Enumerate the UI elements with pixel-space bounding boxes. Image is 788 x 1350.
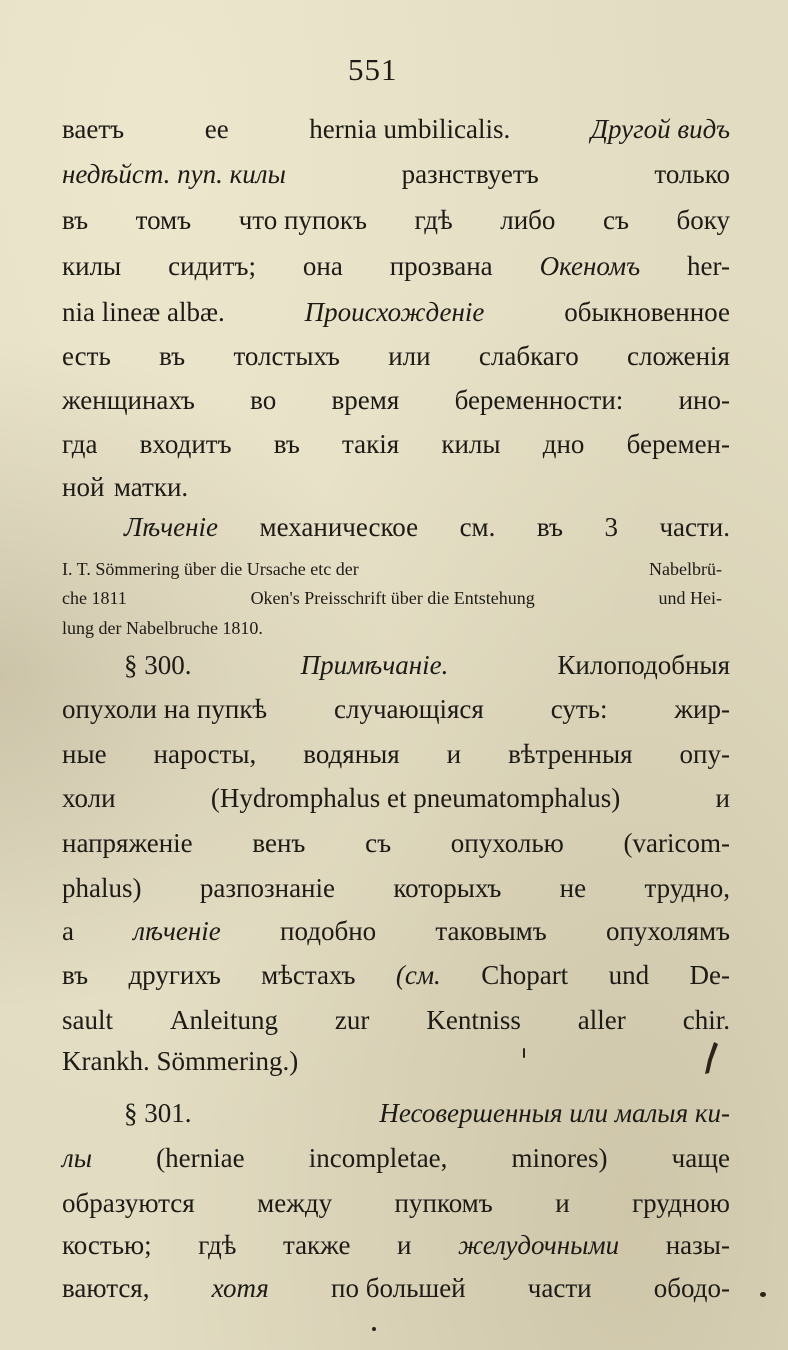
text-run: (см. [395, 960, 441, 990]
text-run: sault [62, 1005, 113, 1035]
text-line [62, 1096, 730, 1130]
text-run: женщинахъ [62, 385, 195, 415]
text-run: въ [159, 341, 186, 371]
text-run: lung der Nabelbruche 1810. [62, 618, 263, 638]
text-run: см. [459, 512, 496, 542]
text-run: che 1811 [62, 588, 127, 608]
text-run: опухолью [450, 828, 564, 858]
text-run: недѣйст. пуп. килы [62, 159, 286, 189]
text-line [62, 958, 730, 992]
text-run: aller [577, 1005, 626, 1035]
text-run: время [331, 385, 400, 415]
text-run: Океномъ [539, 251, 641, 281]
text-run: мѣстахъ [261, 960, 356, 990]
text-run: дно [542, 429, 585, 459]
text-run: есть [62, 341, 111, 371]
text-run: Лѣченіе [124, 512, 219, 542]
text-line [62, 648, 730, 682]
text-run: опу- [679, 739, 730, 769]
text-run: und Hei- [658, 588, 722, 608]
text-run: въ [62, 205, 89, 235]
text-run: съ [602, 205, 629, 235]
text-run: Несовершенныя или малыя ки- [379, 1098, 730, 1128]
text-run: nia lineæ albæ. [62, 297, 225, 327]
text-run: Происхожденіе [304, 297, 485, 327]
text-run: килы [62, 251, 122, 281]
text-run: толстыхъ [233, 341, 340, 371]
text-run: опухолямъ [605, 916, 730, 946]
footnote-line [62, 586, 722, 610]
text-run: грудною [632, 1188, 730, 1218]
text-run: сложенія [627, 341, 730, 371]
text-run: или [388, 341, 431, 371]
text-run: chir. [682, 1005, 730, 1035]
text-run: Anleitung [169, 1005, 278, 1035]
text-run: Kentniss [426, 1005, 521, 1035]
text-line [62, 871, 730, 905]
text-run: она [302, 251, 343, 281]
text-run: minores) [511, 1143, 608, 1173]
page-number: 551 [348, 52, 398, 87]
text-run: въ [536, 512, 563, 542]
text-run: водяныя [303, 739, 400, 769]
text-run: (varicom- [623, 828, 730, 858]
speck [760, 1292, 766, 1297]
text-run: § 300. [124, 650, 192, 680]
text-run: въ [273, 429, 300, 459]
text-line [62, 249, 730, 283]
speck [372, 1327, 376, 1331]
text-run: между [257, 1188, 333, 1218]
text-run: разпознаніе [199, 873, 335, 903]
text-run: hernia umbilicalis. [309, 114, 511, 144]
text-run: incompletae, [308, 1143, 448, 1173]
text-line [62, 692, 730, 726]
text-line [62, 427, 730, 461]
text-line [62, 826, 730, 860]
text-run: по большей [331, 1273, 466, 1303]
ink-mark [700, 1040, 720, 1076]
text-run: образуются [62, 1188, 195, 1218]
text-run: phalus) [62, 873, 142, 903]
text-run: таковымъ [435, 916, 547, 946]
text-run: что пупокъ [238, 205, 367, 235]
text-run: холи [62, 783, 116, 813]
text-run: которыхъ [393, 873, 502, 903]
text-run: беременности: [454, 385, 624, 415]
text-run: ее [204, 114, 229, 144]
text-run: части [527, 1273, 592, 1303]
text-run: наросты, [153, 739, 257, 769]
text-run: ные [62, 739, 107, 769]
text-line [62, 383, 730, 417]
text-run: томъ [135, 205, 192, 235]
text-run: не [559, 873, 587, 903]
text-run: лы [62, 1143, 93, 1173]
text-run: напряженіе [62, 828, 193, 858]
text-run: сидитъ; [168, 251, 256, 281]
text-line [62, 339, 730, 373]
text-run: назы- [665, 1230, 730, 1260]
text-run: ободо- [653, 1273, 730, 1303]
text-run: пупкомъ [394, 1188, 493, 1218]
text-run: ино- [678, 385, 730, 415]
text-run: обыкновенное [564, 297, 730, 327]
text-run: съ [365, 828, 392, 858]
text-line [62, 737, 730, 771]
text-line [62, 1186, 730, 1220]
text-run: во [250, 385, 277, 415]
text-run: а [62, 916, 74, 946]
text-run: слабкаго [478, 341, 579, 371]
speck [523, 1048, 525, 1058]
text-run: § 301. [124, 1098, 192, 1128]
text-line [62, 112, 730, 146]
text-line [62, 1003, 730, 1037]
text-line [62, 157, 730, 191]
text-run: I. T. Sömmering über die Ursache etc der [62, 559, 359, 579]
text-run: Примѣчаніе. [300, 650, 449, 680]
text-run: матки. [113, 472, 189, 502]
text-run: ваетъ [62, 114, 125, 144]
text-run: костью; [62, 1230, 152, 1260]
text-run: либо [500, 205, 556, 235]
text-run: только [654, 159, 730, 189]
text-run: также [282, 1230, 351, 1260]
text-run: ваются, [62, 1273, 150, 1303]
text-run: De- [689, 960, 730, 990]
text-run: въ [62, 960, 89, 990]
text-run: прозвана [389, 251, 493, 281]
text-run: венъ [252, 828, 306, 858]
text-run: (Hydromphalus et pneumatomphalus) [210, 783, 621, 813]
text-run: беремен- [626, 429, 730, 459]
text-run: боку [676, 205, 730, 235]
text-run: суть: [550, 694, 608, 724]
text-run: и [446, 739, 462, 769]
text-run: части. [659, 512, 730, 542]
text-run: Килоподобныя [557, 650, 730, 680]
text-line [62, 781, 730, 815]
text-run: другихъ [128, 960, 221, 990]
text-run: (herniae [156, 1143, 245, 1173]
text-run: вѣтренныя [508, 739, 633, 769]
text-run: такія [342, 429, 400, 459]
text-line [62, 203, 730, 237]
text-run: Krankh. Sömmering.) [62, 1046, 299, 1076]
text-run: килы [441, 429, 501, 459]
text-run: zur [334, 1005, 370, 1035]
text-line [62, 1271, 730, 1305]
text-line [62, 1141, 730, 1175]
text-run: гдѣ [198, 1230, 237, 1260]
text-line [62, 1228, 730, 1262]
text-run: входитъ [139, 429, 232, 459]
text-line [62, 914, 730, 948]
text-run: хотя [211, 1273, 269, 1303]
text-run: трудно, [644, 873, 730, 903]
text-run: жир- [674, 694, 730, 724]
text-run: желудочными [458, 1230, 620, 1260]
text-run: подобно [280, 916, 377, 946]
footnote-line [62, 616, 722, 640]
footnote-line [62, 557, 722, 581]
text-run: случающіяся [334, 694, 484, 724]
text-line [62, 1044, 730, 1078]
text-run: механическое [259, 512, 419, 542]
text-run: гда [62, 429, 98, 459]
text-run: Другой видъ [590, 114, 730, 144]
text-line [62, 295, 730, 329]
text-run: ной [62, 472, 105, 502]
text-run: разнствуетъ [401, 159, 539, 189]
text-run: и [397, 1230, 412, 1260]
treatment-line [62, 510, 730, 544]
text-run: her- [687, 251, 730, 281]
text-run: Chopart [481, 960, 569, 990]
text-run: и [715, 783, 730, 813]
text-run: 3 [604, 512, 618, 542]
text-run: Nabelbrü- [649, 559, 722, 579]
text-run: Oken's Preisschrift über die Entstehung [250, 588, 535, 608]
text-run: опухоли на пупкѣ [62, 694, 268, 724]
text-run: чаще [671, 1143, 730, 1173]
text-run: гдѣ [414, 205, 453, 235]
text-run: лѣченіе [133, 916, 221, 946]
text-run: и [555, 1188, 570, 1218]
text-run: und [608, 960, 650, 990]
text-line [62, 470, 730, 504]
